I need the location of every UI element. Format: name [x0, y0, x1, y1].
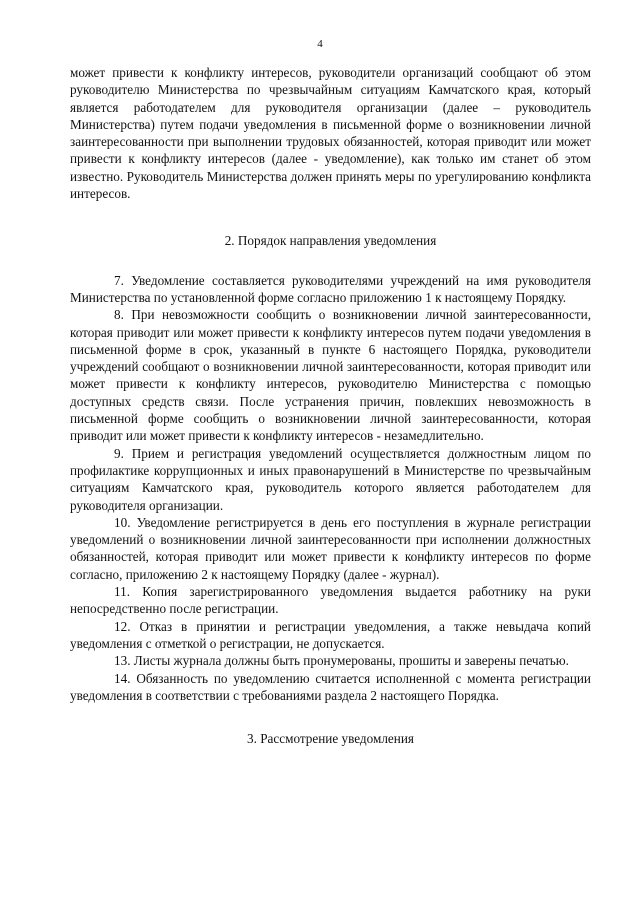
- paragraph-9: 9. Прием и регистрация уведомлений осуществляется должностным лицом по профилактике коррупционных и иных правонарушений в Министерстве по чрезвычайным ситуациям Камчатского края, руководитель которого является работодателем для руководителя организации.: [70, 445, 591, 513]
- section-heading-3: 3. Рассмотрение уведомления: [247, 731, 414, 747]
- paragraph-8: 8. При невозможности сообщить о возникновении личной заинтересованности, которая приводит или может привести к конфликту интересов путем подачи уведомления в письменной форме в срок, указанный в пункте 6 настоящего Порядка, руководители учреждений сообщают о возникновении личной заинтересованности, которая приводит или может привести к конфликту интересов, руководителю Министерства с помощью доступных средств связи. После устранения причин, повлекших невозможность в письменной форме сообщить о возникновении личной заинтересованности, которая приводит или может привести к конфликту интересов - незамедлительно.: [70, 307, 591, 444]
- paragraph-continuation: может привести к конфликту интересов, руководители организаций сообщают об этом руководителю Министерства по чрезвычайным ситуациям Камчатского края, который является работодателем для руководителя организации (далее – руководитель Министерства) путем подачи уведомления в письменной форме о возникновении личной заинтересованности при выполнении трудовых обязанностей, которая приводит или может привести к конфликту интересов (далее - уведомление), как только им станет об этом известно. Руководитель Министерства должен принять меры по урегулированию конфликта интересов.: [70, 65, 591, 202]
- paragraph-10: 10. Уведомление регистрируется в день его поступления в журнале регистрации уведомлений о возникновении личной заинтересованности при исполнении должностных обязанностей, которая приводит или может привести к конфликту интересов по форме согласно, приложению 2 к настоящему Порядку (далее - журнал).: [70, 514, 591, 582]
- paragraph-7: 7. Уведомление составляется руководителями учреждений на имя руководителя Министерства по установленной форме согласно приложению 1 к настоящему Порядку.: [70, 272, 591, 305]
- paragraph-14: 14. Обязанность по уведомлению считается исполненной с момента регистрации уведомления в соответствии с требованиями раздела 2 настоящего Порядка.: [70, 670, 591, 703]
- document-body: [70, 64, 591, 747]
- page-number: 4: [317, 38, 323, 50]
- section-heading-2: 2. Порядок направления уведомления: [224, 233, 437, 249]
- paragraph-12: 12. Отказ в принятии и регистрации уведомления, а также невыдача копий уведомления с отметкой о регистрации, не допускается.: [70, 618, 591, 651]
- paragraph-13: 13. Листы журнала должны быть пронумерованы, прошиты и заверены печатью.: [114, 653, 569, 669]
- paragraph-11: 11. Копия зарегистрированного уведомления выдается работнику на руки непосредственно после регистрации.: [70, 584, 591, 617]
